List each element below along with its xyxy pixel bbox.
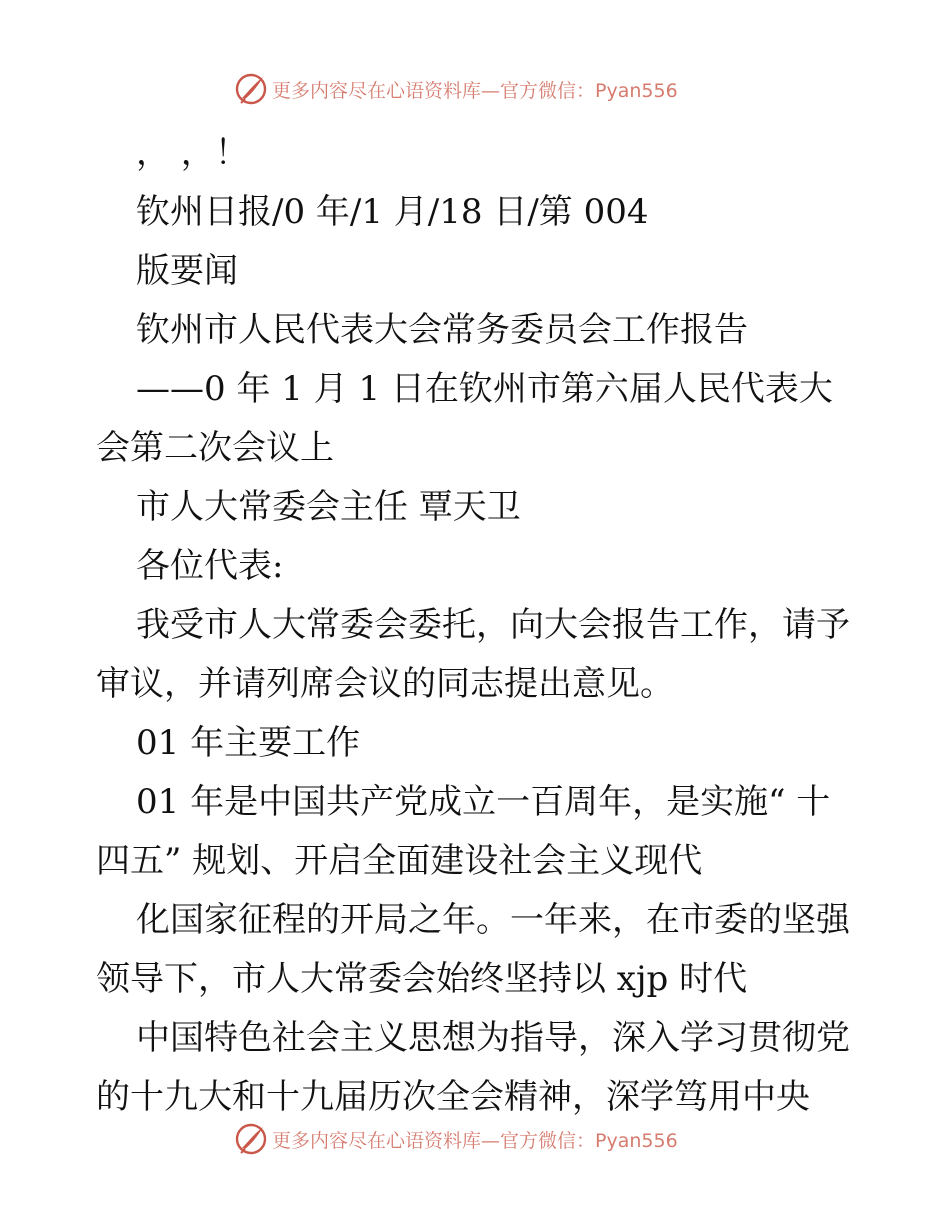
text-line: 市人大常委会主任 覃天卫: [136, 487, 521, 527]
document-body: [96, 124, 856, 1127]
watermark-text: 更多内容尽在心语资料库—官方微信：Pyan556: [272, 1129, 678, 1152]
text-line: 01 年是中国共产党成立一百周年，是实施“ 十: [136, 782, 831, 822]
text-line: ——0 年 1 月 1 日在钦州市第六届人民代表大: [136, 369, 833, 409]
text-line: 中国特色社会主义思想为指导，深入学习贯彻党: [136, 1018, 850, 1058]
text-line: 钦州日报/0 年/1 月/18 日/第 004: [136, 192, 649, 232]
wechat-id: Pyan556: [595, 79, 678, 102]
text-line: 钦州市人民代表大会常务委员会工作报告: [136, 310, 748, 350]
quill-logo-icon: [234, 1122, 268, 1156]
text-line: 的十九大和十九届历次全会精神，深学笃用中央: [96, 1077, 810, 1117]
text-line: 审议，并请列席会议的同志提出意见。: [96, 664, 674, 704]
footer-watermark-banner: [234, 1122, 678, 1156]
text-line: 各位代表:: [136, 546, 284, 586]
text-line: 领导下，市人大常委会始终坚持以 xjp 时代: [96, 959, 748, 999]
quill-logo-icon: [234, 72, 268, 106]
text-line: 会第二次会议上: [96, 428, 334, 468]
watermark-text: 更多内容尽在心语资料库—官方微信：Pyan556: [272, 79, 678, 102]
header-watermark-banner: [234, 72, 678, 106]
text-line: 化国家征程的开局之年。一年来，在市委的坚强: [136, 900, 850, 940]
text-line: 我受市人大常委会委托，向大会报告工作，请予: [136, 605, 850, 645]
text-line: ， ，！: [136, 133, 249, 173]
text-line: 01 年主要工作: [136, 723, 361, 763]
text-line: 四五” 规划、开启全面建设社会主义现代: [96, 841, 703, 881]
wechat-id: Pyan556: [595, 1129, 678, 1152]
text-line: 版要闻: [136, 251, 238, 291]
